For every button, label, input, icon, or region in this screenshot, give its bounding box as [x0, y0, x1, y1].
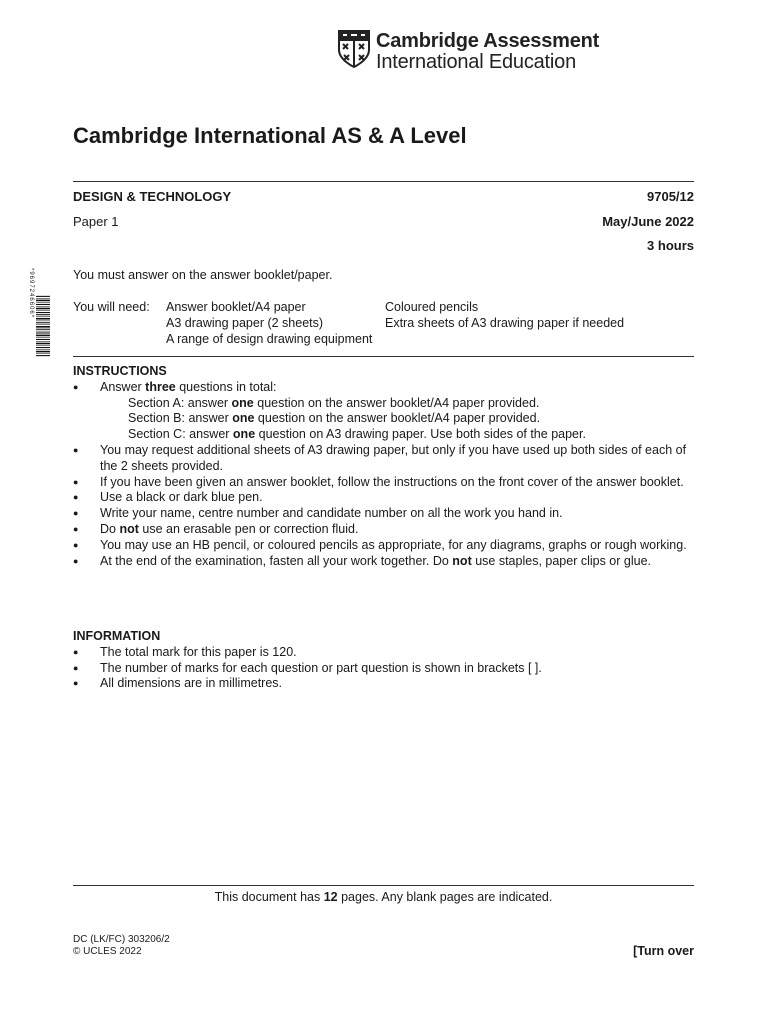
- barcode-number: *9697246606*: [28, 268, 34, 319]
- instructions-heading: INSTRUCTIONS: [73, 364, 167, 378]
- list-item: ● Write your name, centre number and candidate number on all the work you hand in.: [73, 506, 698, 522]
- need-list-1: [166, 299, 372, 347]
- need-item: Coloured pencils: [385, 300, 479, 314]
- list-item: ● Do not use an erasable pen or correction fluid.: [73, 522, 698, 538]
- section-b-item: Section B: answer one question on the answer booklet/A4 paper provided.: [128, 411, 541, 426]
- section-a-item: Section A: answer one question on the answer booklet/A4 paper provided.: [128, 395, 540, 410]
- syllabus-code: 9705/12: [647, 189, 694, 204]
- subject-title: DESIGN & TECHNOLOGY: [73, 189, 232, 204]
- paper-number: Paper 1: [73, 214, 119, 229]
- information-heading: INFORMATION: [73, 629, 161, 643]
- list-item: ● At the end of the examination, fasten all your work together. Do not use staples, paper clips or glue.: [73, 554, 698, 570]
- instructions-section: [73, 364, 698, 569]
- need-item: A range of design drawing equipment: [166, 332, 373, 346]
- need-item: Answer booklet/A4 paper: [166, 300, 306, 314]
- cambridge-crest-logo: [338, 30, 370, 68]
- list-item: ● The total mark for this paper is 120.: [73, 645, 698, 661]
- list-item: ● All dimensions are in millimetres.: [73, 676, 698, 692]
- list-item: ● You may request additional sheets of A3 drawing paper, but only if you have used up both sides of each of the 2 sheets provided.: [73, 443, 698, 475]
- answer-on-text: You must answer on the answer booklet/paper.: [73, 268, 333, 282]
- barcode-graphic: [36, 270, 50, 382]
- logo-line-2: International Education: [376, 51, 576, 73]
- logo-wordmark: [376, 31, 599, 73]
- turn-over-label: [Turn over: [633, 944, 694, 958]
- list-item: ● Use a black or dark blue pen.: [73, 490, 698, 506]
- need-item: A3 drawing paper (2 sheets): [166, 316, 324, 330]
- exam-session: May/June 2022: [602, 214, 694, 229]
- document-reference: [73, 934, 170, 958]
- list-item: ● If you have been given an answer booklet, follow the instructions on the front cover of the answer booklet.: [73, 475, 698, 491]
- need-list-2: [385, 299, 624, 331]
- page-count-note: This document has 12 pages. Any blank pages are indicated.: [214, 890, 553, 904]
- divider: [73, 181, 694, 182]
- need-label: You will need:: [73, 300, 150, 314]
- list-item: ● Answer three questions in total:: [73, 380, 698, 396]
- ref-code: DC (LK/FC) 303206/2: [73, 934, 170, 945]
- need-item: Extra sheets of A3 drawing paper if needed: [385, 316, 625, 330]
- copyright: © UCLES 2022: [73, 946, 142, 957]
- list-item: ● You may use an HB pencil, or coloured pencils as appropriate, for any diagrams, graphs or rough working.: [73, 538, 698, 554]
- exam-duration: 3 hours: [647, 238, 694, 253]
- divider: [73, 356, 694, 357]
- list-item: ● The number of marks for each question or part question is shown in brackets [ ].: [73, 661, 698, 677]
- qualification-title: Cambridge International AS & A Level: [73, 123, 467, 148]
- information-section: [73, 629, 698, 692]
- section-c-item: Section C: answer one question on A3 drawing paper. Use both sides of the paper.: [128, 427, 586, 442]
- logo-line-1: Cambridge Assessment: [376, 30, 600, 52]
- divider: [73, 885, 694, 886]
